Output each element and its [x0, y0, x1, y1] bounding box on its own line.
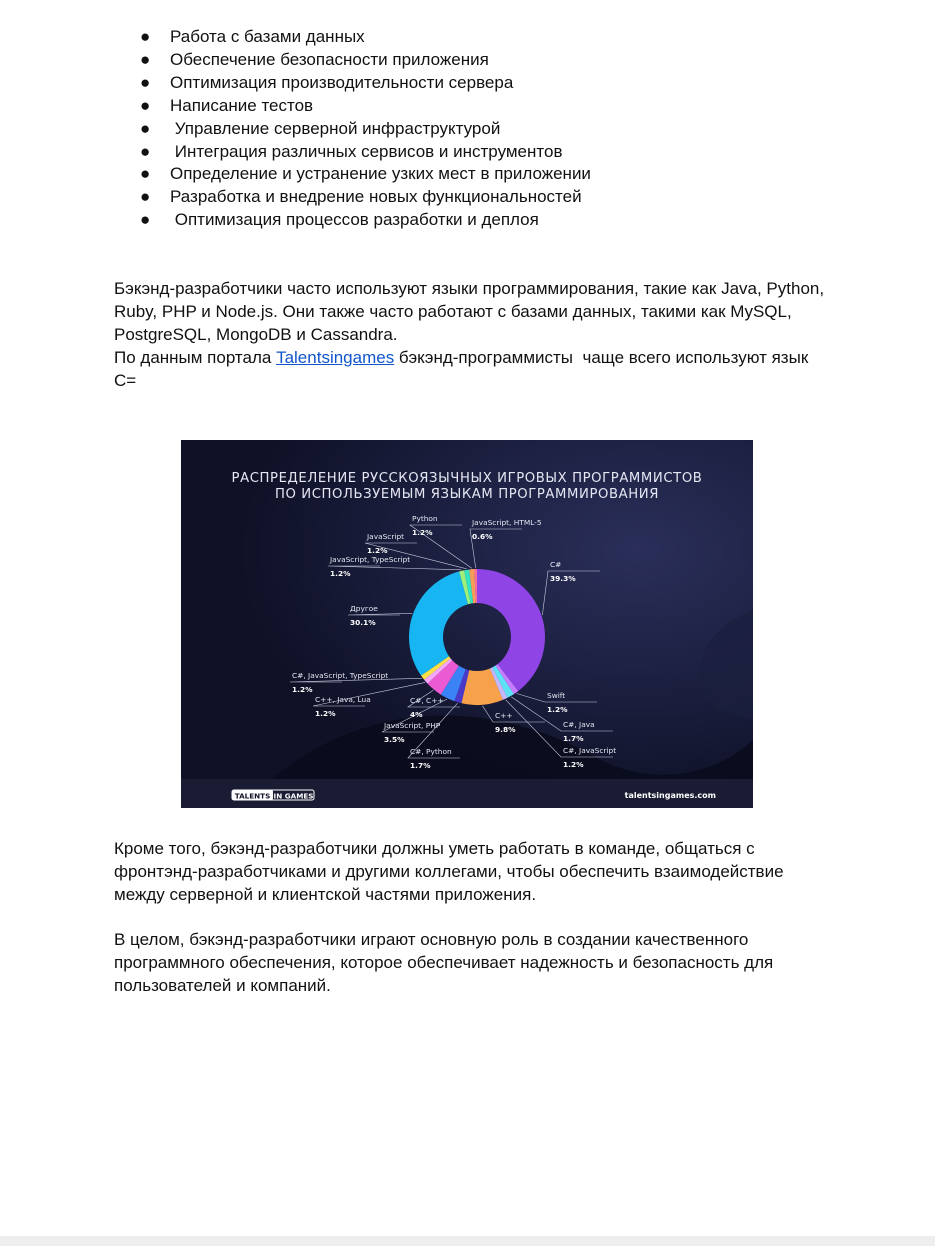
slice-value-javascript: 1.2%	[367, 546, 388, 555]
bullet-icon: ●	[140, 141, 151, 161]
slice-label-javascript-php: JavaScript, PHP	[384, 721, 441, 730]
slice-label-c: C#	[550, 560, 562, 569]
slice-value-python: 1.2%	[412, 528, 433, 537]
logo-left-text: TALENTS	[234, 791, 271, 801]
bullet-icon: ●	[140, 164, 151, 184]
task-bullet-list	[140, 26, 591, 232]
slice-label-c-javascript: C#, JavaScript	[563, 746, 617, 755]
bullet-icon: ●	[140, 27, 151, 46]
bullet-item	[140, 141, 591, 164]
slice-label-c-java: C#, Java	[563, 720, 595, 729]
bullet-text: Оптимизация процессов разработки и деплоя	[170, 210, 539, 230]
bullet-text: Оптимизация производительности сервера	[170, 72, 514, 92]
bullet-text: Управление серверной инфраструктурой	[170, 118, 501, 138]
slice-label-c-javascript-typescript: C#, JavaScript, TypeScript	[292, 671, 389, 680]
slice-label-swift: Swift	[547, 691, 566, 700]
slice-value-c-java: 1.7%	[563, 734, 584, 743]
intro-paragraph	[114, 278, 834, 393]
slice-label-python: Python	[412, 514, 438, 523]
bullet-icon: ●	[140, 187, 151, 207]
slice-label-javascript-typescript: JavaScript, TypeScript	[330, 555, 411, 564]
bullet-text: Работа с базами данных	[170, 27, 365, 46]
bullet-text: Интеграция различных сервисов и инструментов	[170, 141, 563, 161]
slice-label-c-java-lua: C++, Java, Lua	[315, 695, 371, 704]
bullet-item	[140, 118, 591, 141]
bullet-icon: ●	[140, 95, 151, 115]
slice-label-другое: Другое	[350, 604, 378, 613]
source-prefix: По данным портала	[114, 347, 277, 367]
bullet-icon: ●	[140, 49, 151, 69]
slice-value-javascript-typescript: 1.2%	[330, 569, 351, 578]
slice-value-c-javascript-typescript: 1.2%	[292, 685, 313, 694]
bullet-item	[140, 95, 591, 118]
teamwork-paragraph	[114, 838, 834, 907]
slice-value-javascript-html-5: 0.6%	[472, 532, 493, 541]
languages-text: Бэкэнд-разработчики часто используют языки программирования, такие как Java, Python, Ruby, PHP и Node.js. Они также часто работают с базами данных, такими как MySQL, PostgreSQL, MongoDB и Cassandra.	[114, 279, 825, 344]
conclusion-text: В целом, бэкэнд-разработчики играют основную роль в создании качественного программного обеспечения, которое обеспечивает надежность и безопасность для пользователей и компаний.	[114, 930, 774, 995]
source-suffix: бэкэнд-программисты чаще всего используют язык C=	[114, 347, 813, 390]
bullet-text: Обеспечение безопасности приложения	[170, 49, 489, 69]
talentsingames-logo	[232, 790, 314, 800]
infographic	[181, 440, 753, 808]
bullet-item	[140, 209, 591, 232]
talentsingames-link[interactable]: Talentsingames	[276, 347, 395, 367]
slice-value-другое: 30.1%	[350, 618, 376, 627]
conclusion-paragraph	[114, 929, 834, 998]
slice-value-javascript-php: 3.5%	[384, 735, 405, 744]
chart-title-line1: РАСПРЕДЕЛЕНИЕ РУССКОЯЗЫЧНЫХ ИГРОВЫХ ПРОГРАММИСТОВ	[231, 471, 703, 486]
teamwork-text: Кроме того, бэкэнд-разработчики должны уметь работать в команде, общаться с фронтэнд-разработчиками и другими коллегами, чтобы обеспечить взаимодействие между серверной и клиентской частями приложения.	[114, 839, 784, 904]
slice-value-c: 39.3%	[550, 574, 576, 583]
slice-label-javascript: JavaScript	[367, 532, 405, 541]
slice-label-c: C++	[495, 711, 513, 720]
chart-title-line2: ПО ИСПОЛЬЗУЕМЫМ ЯЗЫКАМ ПРОГРАММИРОВАНИЯ	[274, 487, 660, 502]
slice-value-swift: 1.2%	[547, 705, 568, 714]
infographic-svg	[181, 440, 753, 808]
page-bottom-edge	[0, 1236, 935, 1246]
slice-value-c-java-lua: 1.2%	[315, 709, 336, 718]
bullet-text: Определение и устранение узких мест в приложении	[170, 164, 591, 184]
bullet-text: Разработка и внедрение новых функциональностей	[170, 187, 582, 207]
slice-value-c: 9.8%	[495, 725, 516, 734]
slice-label-c-c: C#, C++	[410, 696, 444, 705]
slice-label-c-python: C#, Python	[410, 747, 452, 756]
bullet-item	[140, 49, 591, 72]
bullet-icon: ●	[140, 210, 151, 230]
bullet-item	[140, 72, 591, 95]
bullet-item	[140, 186, 591, 209]
footer-site: talentsingames.com	[624, 791, 716, 800]
slice-value-c-c: 4%	[410, 710, 423, 719]
bullet-item	[140, 26, 591, 49]
bullet-icon: ●	[140, 118, 151, 138]
slice-label-javascript-html-5: JavaScript, HTML-5	[472, 518, 542, 527]
logo-right-text: IN GAMES	[273, 791, 314, 801]
slice-value-c-python: 1.7%	[410, 761, 431, 770]
source-sentence	[114, 347, 834, 393]
slice-value-c-javascript: 1.2%	[563, 760, 584, 769]
bullet-text: Написание тестов	[170, 95, 314, 115]
bullet-item	[140, 163, 591, 186]
bullet-icon: ●	[140, 72, 151, 92]
